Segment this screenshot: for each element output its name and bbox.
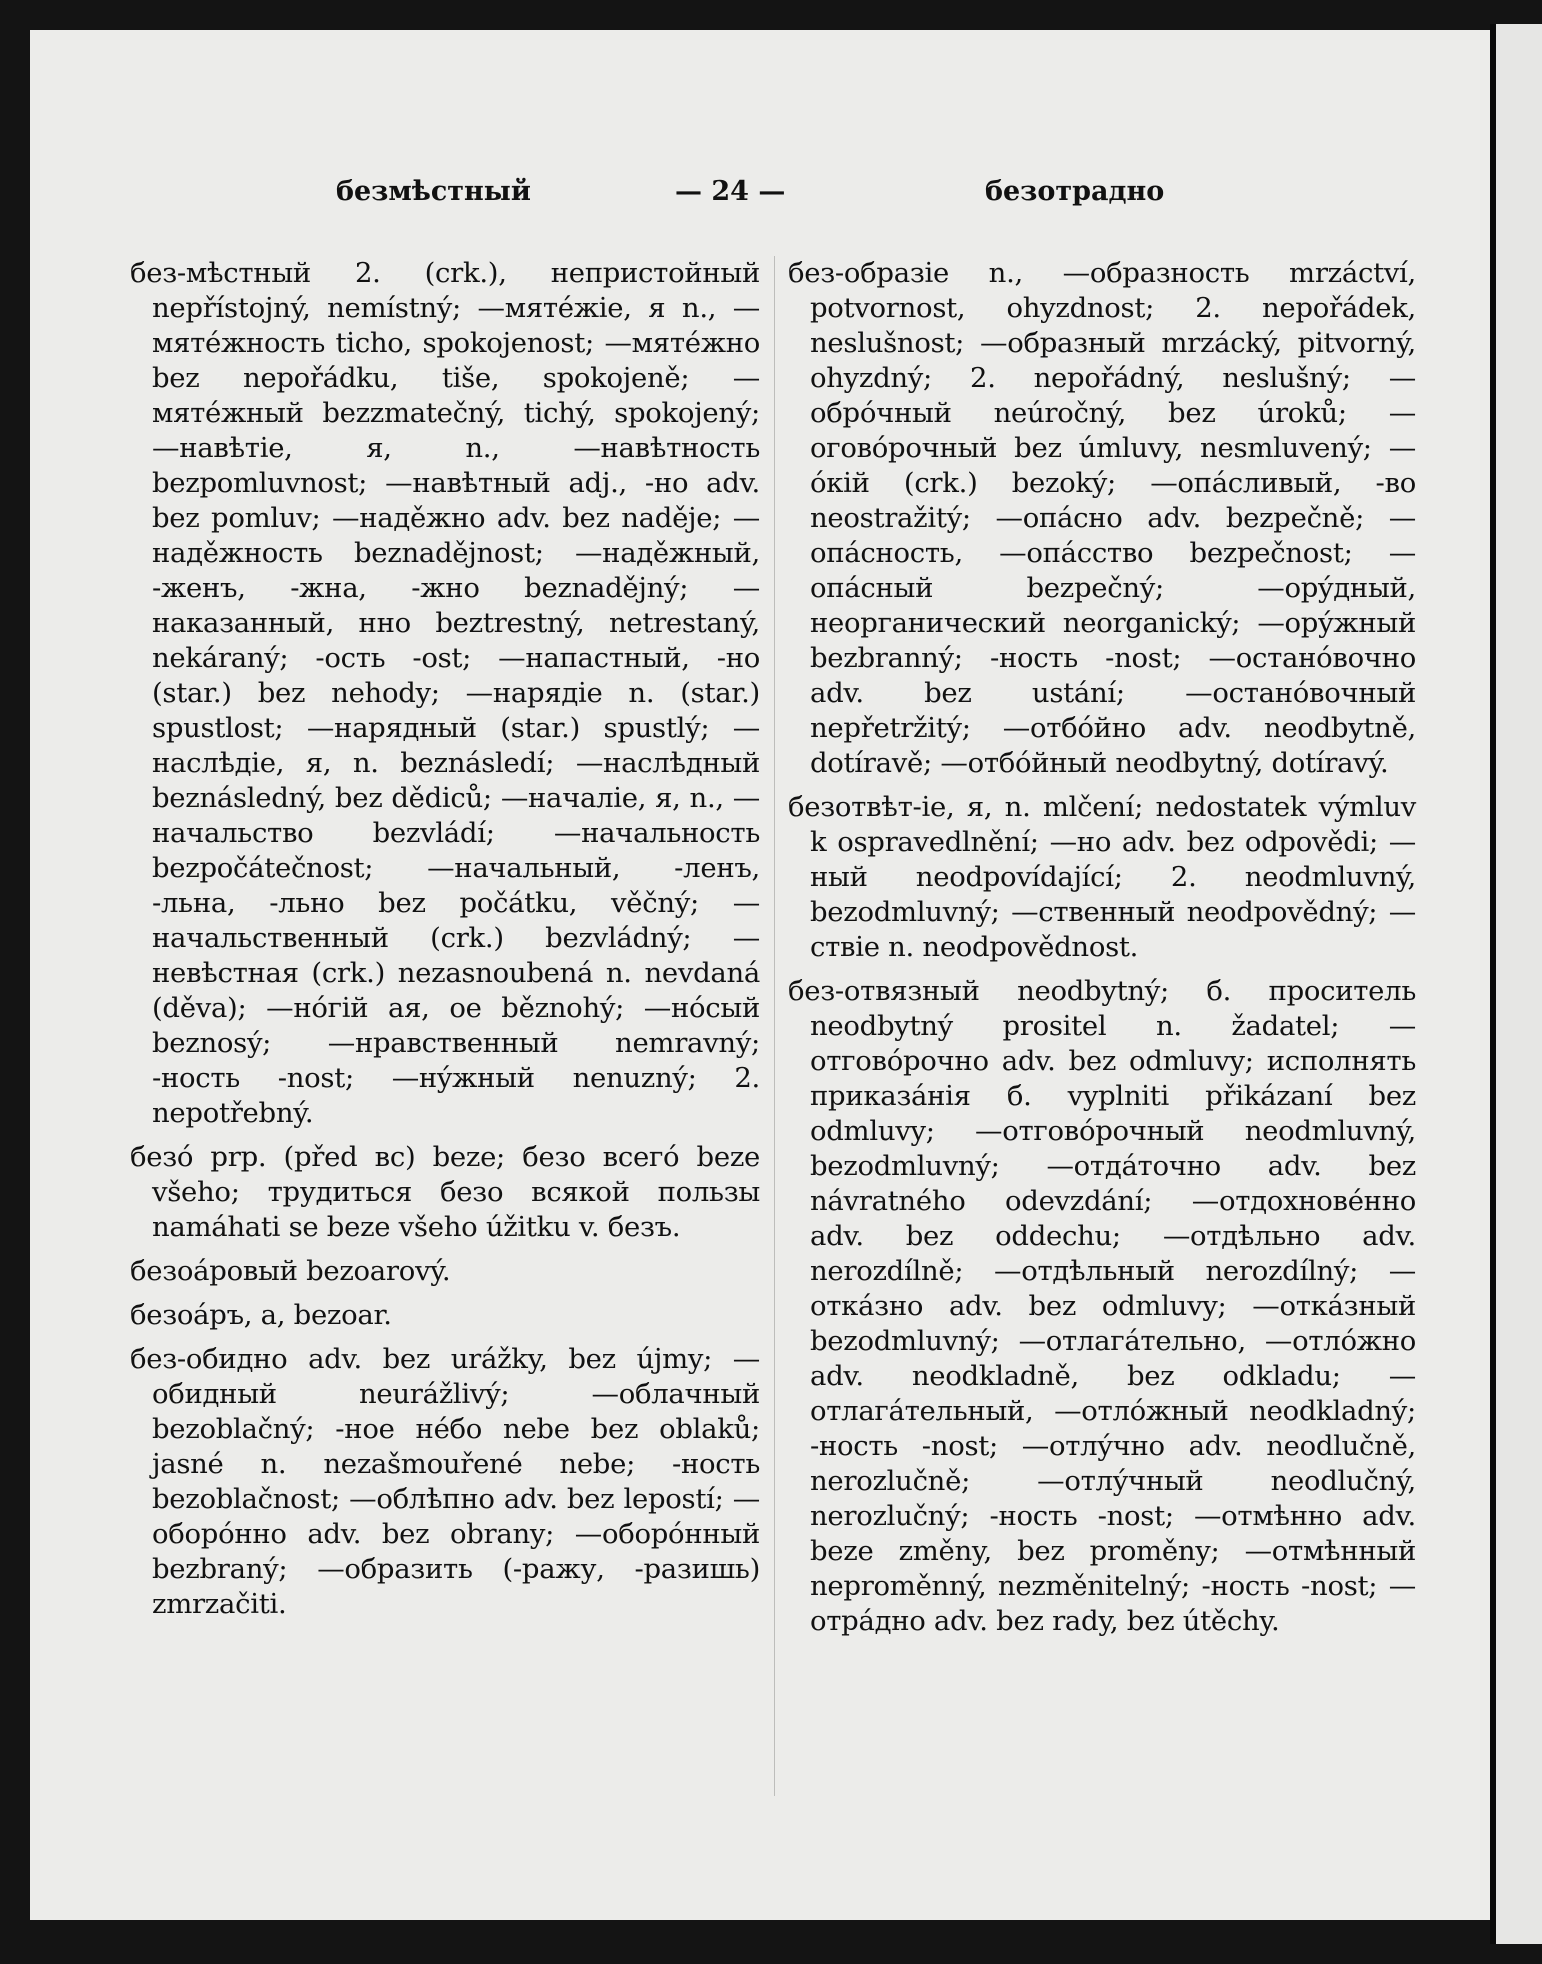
- right-guide-word: безотрадно: [985, 176, 1165, 207]
- right-column: [788, 256, 1416, 1648]
- dictionary-entry: безоáръ, а, bezoar.: [130, 1299, 392, 1331]
- dictionary-entry: безотвѣт-ie, я, n. mlčení; nedostatek výmluv k ospravedlnění; —но adv. bez odpovědi; —ный neodpovídající; 2. neodmluvný, bezodmluvný; —ственный neodpovědný; —ствie n. neodpovědnost.: [788, 791, 1416, 963]
- left-column: [130, 256, 760, 1631]
- dictionary-entry: без-образie n., —образность mrzáctví, potvornost, ohyzdnost; 2. nepořádek, neslušnost; —образный mrzácký, pitvorný, ohyzdný; 2. nepořádný, neslušný; —обрóчный neúročný, bez úroků; —оговóрочный bez úmluvy, nesmluvený; —óкiй (crk.) bezoký; —опáсливый, -во neostražitý; —опáсно adv. bezpečně; —опáсность, —опáсство bezpečnost; —опáсный bezpečný; —орýдный, неорганический neorganický; —орýжный bezbranný; -ность -nost; —останóвочно adv. bez ustání; —останóвочный nepřetržitý; —отбóйно adv. neodbytně, dotíravě; —отбóйный neodbytný, dotíravý.: [788, 257, 1416, 779]
- dictionary-entry: без-отвязный neodbytný; б. проситель neodbytný prositel n. žadatel; —отговóрочно adv. bez odmluvy; исполнять приказáнiя б. vyplniti přikázaní bez odmluvy; —отговóрочный neodmluvný, bezodmluvný; —отдáточно adv. bez návratného odevzdání; —отдохновéнно adv. bez oddechu; —отдѣльно adv. nerozdílně; —отдѣльный nerozdílný; —откáзно adv. bez odmluvy; —откáзный bezodmluvný; —отлагáтельно, —отлóжно adv. neodkladně, bez odkladu; —отлагáтельный, —отлóжный neodkladný; -ность -nost; —отлýчно adv. neodlučně, nerozlučně; —отлýчный neodlučný, nerozlučný; -ность -nost; —отмѣнно adv. beze změny, bez proměny; —отмѣнный neproměnný, nezměnitelný; -ность -nost; —отрáдно adv. bez rady, bez útěchy.: [788, 975, 1416, 1637]
- column-divider: [774, 256, 775, 1796]
- dictionary-entry: без-мѣстный 2. (crk.), непристойный nepřístojný, nemístný; —мятéжie, я n., —мятéжность ticho, spokojenost; —мятéжно bez nepořádku, tiše, spokojeně; —мятéжный bezzmatečný, tichý, spokojený; —навѣтie, я, n., —навѣтность bezpomluvnost; —навѣтный adj., -но adv. bez pomluv; —надěжно adv. bez naděje; —надěжность beznadějnost; —надěжный, -женъ, -жна, -жно beznadějný; —наказанный, нно beztrestný, netrestaný, nekáraný; -ость -ost; —напастный, -но (star.) bez nehody; —нарядie n. (star.) spustlost; —нарядный (star.) spustlý; —наслѣдie, я, n. beznásledí; —наслѣдный beznásledný, bez dědiců; —началie, я, n., —начальство bezvládí; —начальность bezpočátečnost; —начальный, -ленъ, -льна, -льно bez počátku, věčný; —начальственный (crk.) bezvládný; —невѣстная (crk.) nezasnoubená n. nevdaná (děva); —нóгiй ая, ое běznohý; —нóсый beznosý; —нравственный nemravný; -ность -nost; —нýжный nenuzný; 2. nepotřebný.: [130, 257, 760, 1129]
- dictionary-page: [30, 30, 1490, 1920]
- dictionary-entry: безó prp. (před вс) beze; безо всегó beze všeho; трудиться безо всякой пользы namáhati se beze všeho úžitku v. безъ.: [130, 1141, 760, 1243]
- left-guide-word: безмѣстный: [336, 176, 531, 207]
- page-header: [30, 176, 1490, 216]
- page-number: — 24 —: [675, 176, 786, 207]
- adjacent-page-edge: [1496, 24, 1542, 1944]
- dictionary-entry: безоáровый bezoarový.: [130, 1255, 451, 1287]
- dictionary-entry: без-обидно adv. bez urážky, bez újmy; —обидный neurážlivý; —облачный bezoblačný; -ное нéбо nebe bez oblaků; jasné n. nezašmouřené nebe; -ность bezoblačnost; —облѣпно adv. bez lepostí; —оборóнно adv. bez obrany; —оборóнный bezbraný; —образить (-ражу, -разишь) zmrzačiti.: [130, 1343, 760, 1620]
